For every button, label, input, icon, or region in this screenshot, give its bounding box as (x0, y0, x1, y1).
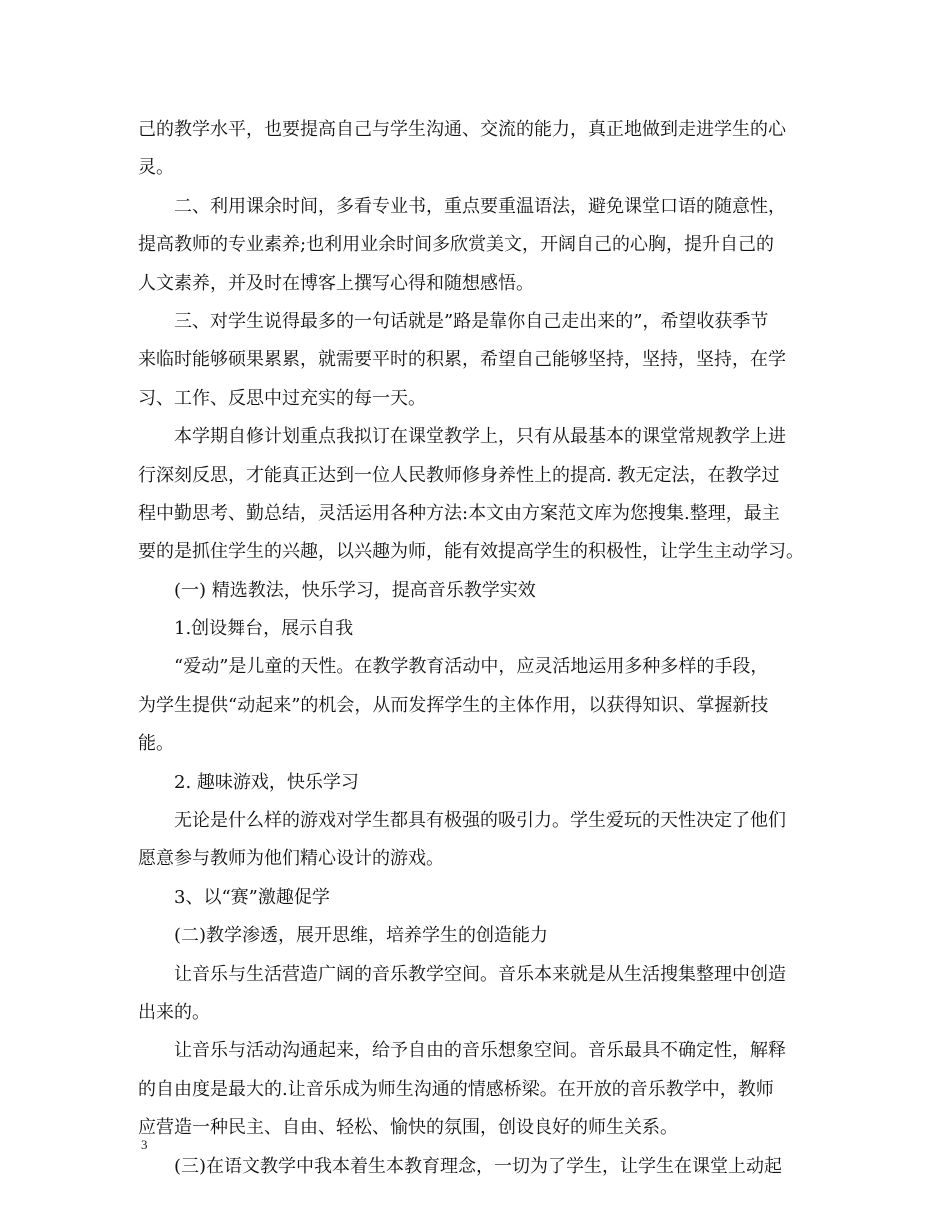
text-line: 程中勤思考、勤总结，灵活运用各种方法:本文由方案范文库为您搜集.整理，最主 (138, 502, 780, 524)
text-line: 的自由度是最大的.让音乐成为师生沟通的情感桥梁。在开放的音乐教学中，教师 (138, 1078, 774, 1100)
text-line: 二、利用课余时间，多看专业书，重点要重温语法，避免课堂口语的随意性， (174, 195, 786, 217)
text-line: 行深刻反思，才能真正达到一位人民教师修身养性上的提高. 教无定法，在教学过 (138, 464, 780, 486)
text-line: 灵。 (138, 157, 174, 179)
text-line: 人文素养，并及时在博客上撰写心得和随想感悟。 (138, 272, 534, 294)
text-line: 来临时能够硕果累累，就需要平时的积累，希望自己能够坚持，坚持，坚持，在学 (138, 349, 786, 371)
text-line: 三、对学生说得最多的一句话就是”路是靠你自己走出来的”，希望收获季节 (174, 310, 769, 332)
text-line: 让音乐与活动沟通起来，给予自由的音乐想象空间。音乐最具不确定性，解释 (174, 1040, 786, 1062)
text-line: 为学生提供“动起来”的机会，从而发挥学生的主体作用，以获得知识、掌握新技 (138, 694, 769, 716)
text-line: “爱动”是儿童的天性。在教学教育活动中，应灵活地运用多种多样的手段， (174, 656, 769, 678)
section-heading: (一) 精选教法，快乐学习，提高音乐教学实效 (174, 579, 536, 601)
text-line: 应营造一种民主、自由、轻松、愉快的氛围，创设良好的师生关系。 (138, 1117, 678, 1139)
page-number: 3 (141, 1137, 148, 1152)
text-line: 出来的。 (138, 1001, 210, 1023)
text-line: 己的教学水平，也要提高自己与学生沟通、交流的能力，真正地做到走进学生的心 (138, 119, 786, 140)
section-heading: (二)教学渗透，展开思维，培养学生的创造能力 (174, 925, 549, 947)
text-line: 让音乐与生活营造广阔的音乐教学空间。音乐本来就是从生活搜集整理中创造 (174, 963, 786, 985)
subsection-heading: 1.创设舞台，展示自我 (174, 618, 354, 640)
text-line: 提高教师的专业素养;也利用业余时间多欣赏美文，开阔自己的心胸，提升自己的 (138, 234, 775, 256)
text-line: 无论是什么样的游戏对学生都具有极强的吸引力。学生爱玩的天性决定了他们 (174, 810, 786, 832)
section-heading: (三)在语文教学中我本着生本教育理念，一切为了学生，让学生在课堂上动起 (174, 1155, 783, 1177)
subsection-heading: 3、以“赛”激趣促学 (174, 886, 330, 908)
document-body (138, 111, 818, 1186)
subsection-heading: 2. 趣味游戏，快乐学习 (174, 771, 359, 793)
text-line: 愿意参与教师为他们精心设计的游戏。 (138, 848, 444, 870)
text-line: 能。 (138, 733, 174, 755)
text-line: 本学期自修计划重点我拟订在课堂教学上，只有从最基本的课堂常规教学上进 (174, 426, 786, 448)
text-line: 习、工作、反思中过充实的每一天。 (138, 387, 426, 409)
text-line: 要的是抓住学生的兴趣，以兴趣为师，能有效提高学生的积极性，让学生主动学习。 (138, 541, 804, 563)
